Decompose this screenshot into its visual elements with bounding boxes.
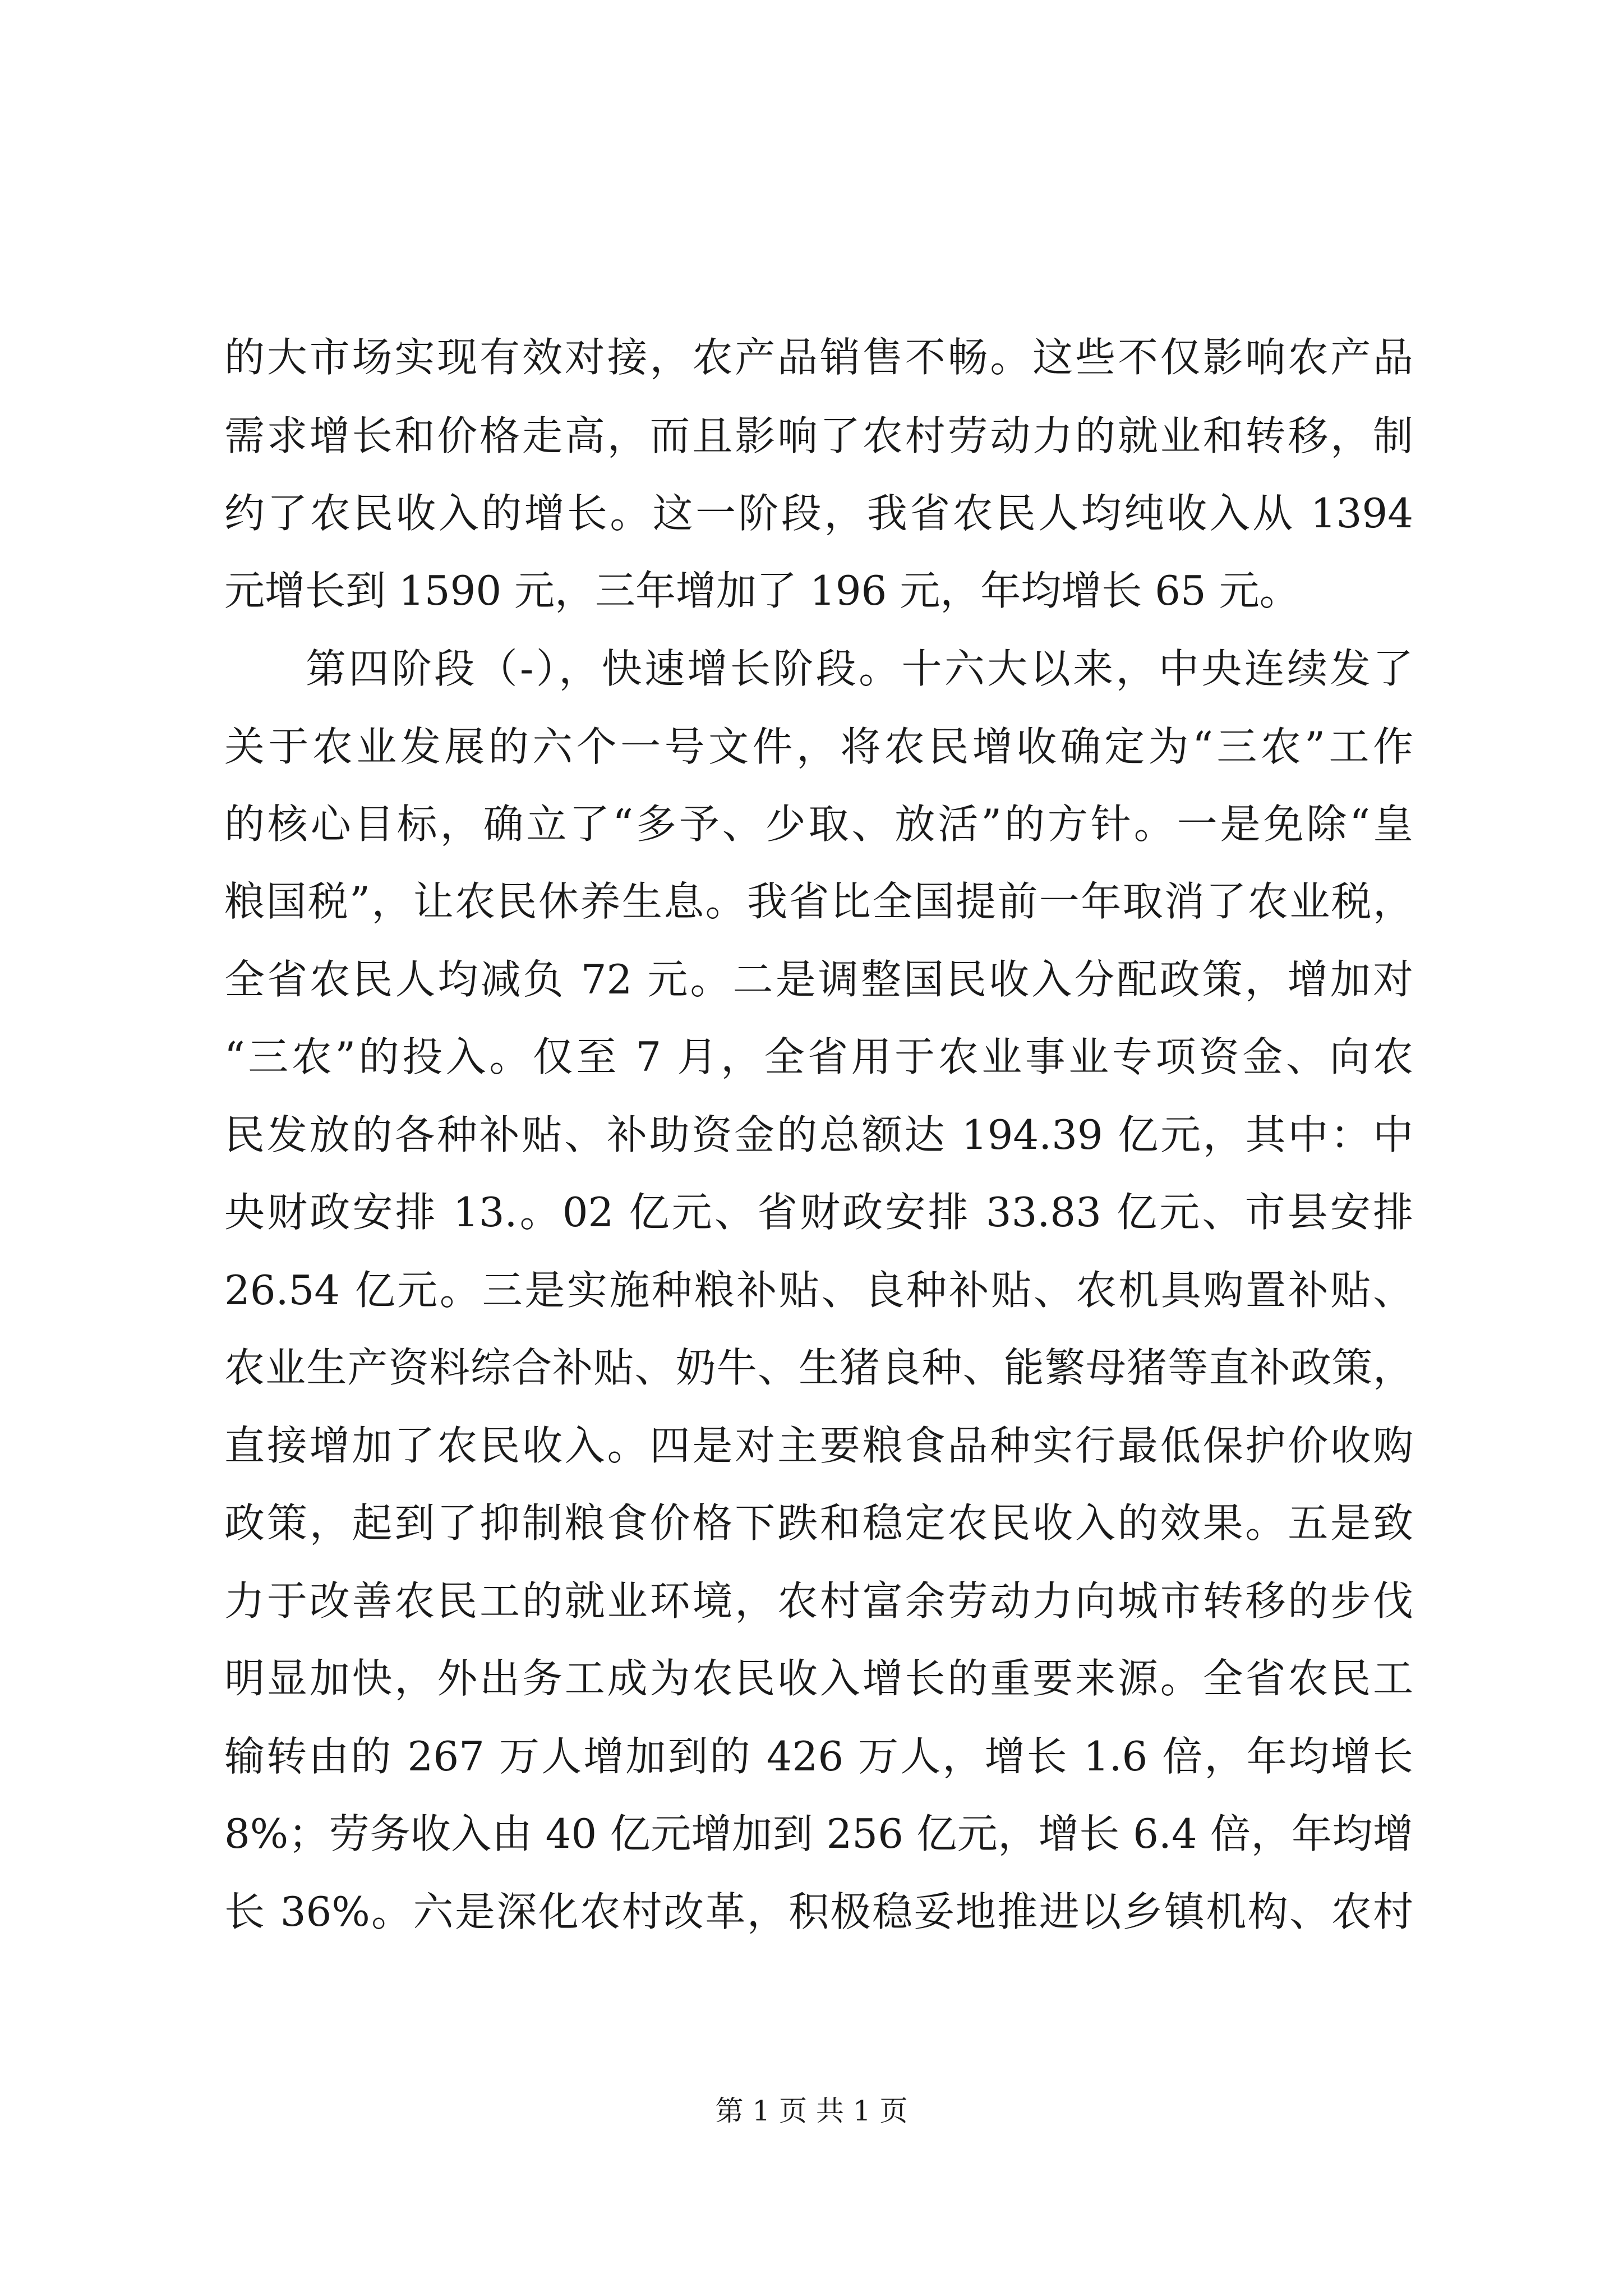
text-line: 需求增长和价格走高，而且影响了农村劳动力的就业和转移，制 [224,412,1413,459]
text-line: 农业生产资料综合补贴、奶牛、生猪良种、能繁母猪等直补政策， [224,1344,1413,1391]
text-line: 26.54 亿元。三是实施种粮补贴、良种补贴、农机具购置补贴、 [224,1267,1413,1314]
text-line: 的大市场实现有效对接，农产品销售不畅。这些不仅影响农产品 [224,334,1413,381]
text-line: 粮国税”，让农民休养生息。我省比全国提前一年取消了农业税， [224,878,1413,925]
text-line: 元增长到 1590 元，三年增加了 196 元，年均增长 65 元。 [224,567,1300,614]
text-line: 的核心目标，确立了“多予、少取、放活”的方针。一是免除“皇 [224,800,1413,848]
text-line: 政策，起到了抑制粮食价格下跌和稳定农民收入的效果。五是致 [224,1499,1413,1547]
text-line: 明显加快，外出务工成为农民收入增长的重要来源。全省农民工 [224,1655,1413,1702]
text-line: 约了农民收入的增长。这一阶段，我省农民人均纯收入从 1394 [224,490,1413,537]
text-line: 全省农民人均减负 72 元。二是调整国民收入分配政策，增加对 [224,956,1413,1003]
text-line: 长 36%。六是深化农村改革，积极稳妥地推进以乡镇机构、农村 [224,1888,1413,1935]
paragraph-first-line: 第四阶段（-），快速增长阶段。十六大以来，中央连续发了 [306,645,1413,692]
text-line: 民发放的各种补贴、补助资金的总额达 194.39 亿元，其中：中 [224,1111,1413,1158]
text-line: 直接增加了农民收入。四是对主要粮食品种实行最低保护价收购 [224,1422,1413,1469]
text-line: 输转由的 267 万人增加到的 426 万人，增长 1.6 倍，年均增长 [224,1733,1413,1780]
text-line: 8%；劳务收入由 40 亿元增加到 256 亿元，增长 6.4 倍，年均增 [224,1810,1413,1857]
page-number-footer: 第 1 页 共 1 页 [715,2095,908,2127]
text-line: 关于农业发展的六个一号文件，将农民增收确定为“三农”工作 [224,723,1413,770]
text-line: “三农”的投入。仅至 7 月，全省用于农业事业专项资金、向农 [224,1033,1413,1080]
text-line: 央财政安排 13.。02 亿元、省财政安排 33.83 亿元、市县安排 [224,1189,1413,1236]
text-line: 力于改善农民工的就业环境，农村富余劳动力向城市转移的步伐 [224,1577,1413,1625]
